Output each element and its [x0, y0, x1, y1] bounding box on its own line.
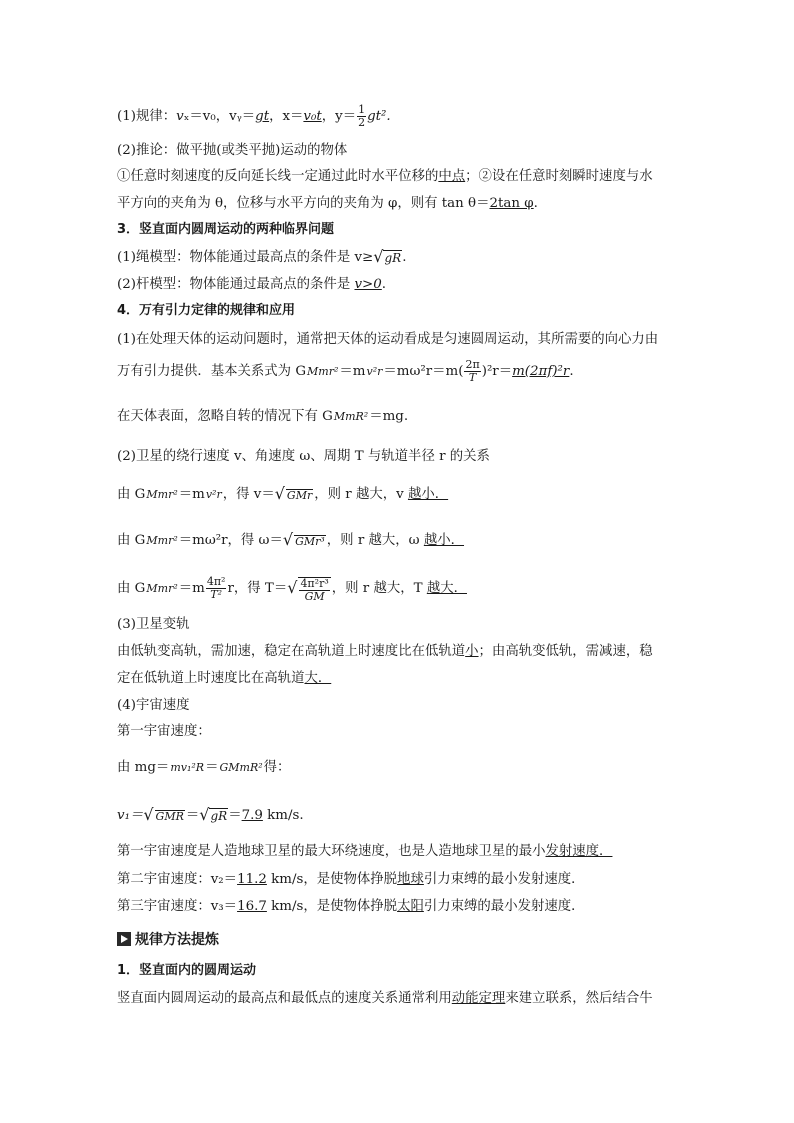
fraction — [334, 411, 368, 423]
text: gt². — [367, 109, 391, 124]
text: r — [377, 364, 383, 378]
text: v — [176, 109, 184, 124]
text: ，y＝ — [321, 109, 357, 124]
text: R — [175, 810, 184, 823]
fraction — [367, 366, 383, 378]
text: km/s，是使物体挣脱 — [266, 899, 398, 914]
text: GM — [295, 535, 316, 548]
text: 2 — [358, 116, 366, 129]
fraction — [219, 762, 262, 774]
text: Mm — [333, 409, 356, 423]
text: Mm — [146, 487, 169, 501]
text: 在天体表面，忽略自转的情况下有 G — [117, 409, 333, 424]
answer-blank: 地球 — [397, 872, 424, 887]
text: r — [306, 489, 313, 502]
answer-blank: v>0 — [354, 277, 382, 292]
fr — [286, 489, 313, 502]
text: 得： — [263, 760, 291, 775]
text: ，则 r 越大，T — [331, 581, 427, 596]
answer-blank: 发射速度． — [545, 844, 613, 859]
text: r² — [168, 487, 178, 501]
text: ₓ＝v₀，v — [183, 109, 237, 124]
fraction — [146, 583, 177, 595]
text: r² — [168, 533, 178, 547]
answer-blank: v₀t — [303, 109, 322, 124]
fraction — [146, 489, 177, 501]
heading-3: 3．竖直面内圆周运动的两种临界问题 — [117, 222, 335, 237]
text: ᵧ＝ — [236, 109, 256, 124]
formula-line-v — [117, 476, 448, 513]
text: 引力束缚的最小发射速度． — [423, 872, 585, 887]
paragraph-line — [117, 168, 653, 186]
text: GM — [304, 589, 325, 603]
text: 引力束缚的最小发射速度． — [423, 899, 585, 914]
sqrt: √ GMr — [274, 484, 313, 503]
formula-line-omega — [117, 522, 464, 559]
heading-4: 4．万有引力定律的规律和应用 — [117, 303, 296, 318]
fr — [298, 577, 330, 603]
text: 1 — [358, 103, 366, 116]
text: v² — [366, 364, 378, 378]
fraction — [464, 359, 480, 384]
paragraph-line — [117, 990, 653, 1008]
text: km/s. — [262, 808, 304, 823]
text: . — [569, 364, 574, 379]
answer-blank: gt — [255, 109, 270, 124]
text: R — [195, 760, 205, 774]
text: ①任意时刻速度的反向延长线一定通过此时水平位移的 — [117, 169, 439, 184]
answer-blank: 16.7 — [237, 899, 267, 914]
text: GM — [155, 810, 176, 823]
text: 由 G — [117, 581, 146, 596]
text: ；②设在任意时刻瞬时速度与水 — [465, 169, 653, 184]
text: gR — [210, 809, 228, 823]
text: ＝ — [228, 808, 242, 823]
text: R² — [249, 760, 263, 774]
text: T² — [210, 588, 223, 601]
text: km/s，是使物体挣脱 — [266, 872, 398, 887]
text: ，x＝ — [269, 109, 304, 124]
inference-line: (2)推论：做平抛(或类平抛)运动的物体 — [117, 143, 348, 158]
formula-line — [117, 753, 290, 783]
answer-blank: 2tan φ — [489, 196, 534, 211]
answer-blank: 越大． — [426, 581, 467, 596]
answer-blank: 11.2 — [237, 872, 267, 887]
formula-line — [117, 797, 304, 834]
sqrt-gR: √gR — [373, 247, 402, 266]
answer-blank: 小 — [465, 644, 479, 659]
text: (1)规律： — [117, 109, 177, 124]
paragraph-line: (3)卫星变轨 — [117, 617, 190, 632]
text: r³ — [315, 535, 325, 548]
paragraph-line: (1)在处理天体的运动问题时，通常把天体的运动看成是匀速圆周运动，其所需要的向心力由 — [117, 332, 659, 347]
text: 由 G — [117, 487, 146, 502]
text: )²r＝ — [481, 364, 513, 379]
text: ，得 v＝ — [222, 487, 275, 502]
section-title — [117, 931, 219, 949]
text: (2)杆模型：物体能通过最高点的条件是 — [117, 277, 355, 292]
fr — [155, 810, 185, 823]
text: v₁＝ — [117, 808, 144, 823]
text: 万有引力提供．基本关系式为 G — [117, 364, 307, 379]
fraction — [206, 489, 222, 501]
text: 第二宇宙速度：v₂＝ — [117, 872, 238, 887]
text: ＝mω²r＝m( — [383, 364, 464, 379]
text: Mm — [146, 581, 169, 595]
answer-blank: 大． — [304, 671, 332, 686]
text: ，则 r 越大，ω — [326, 533, 424, 548]
text: ＝mω²r，得 ω＝ — [178, 533, 283, 548]
text: 定在低轨道上时速度比在高轨道 — [117, 671, 305, 686]
text: . — [402, 250, 407, 265]
text: 4π² — [206, 575, 226, 588]
sqrt: √ GMr³ — [282, 530, 325, 549]
text: ＝ — [205, 760, 219, 775]
text: v² — [205, 487, 217, 501]
paragraph-line — [117, 871, 585, 889]
paragraph-line — [117, 643, 653, 661]
text: 由 G — [117, 533, 146, 548]
fraction — [170, 762, 204, 774]
text: gR — [384, 251, 402, 265]
text: ＝m — [178, 581, 205, 596]
text: . — [381, 277, 387, 292]
answer-blank: 动能定理 — [451, 991, 506, 1006]
paragraph-line: (2)卫星的绕行速度 v、角速度 ω、周期 T 与轨道半径 r 的关系 — [117, 449, 490, 464]
text: ＝mg. — [369, 409, 409, 424]
sqrt: √ $\frac{\text{4π²r³}}{GM}$ — [287, 576, 329, 603]
text: GM — [286, 489, 307, 502]
fraction-half — [357, 104, 366, 129]
fraction — [206, 576, 227, 601]
paragraph-line — [117, 195, 538, 213]
rule-line — [117, 104, 391, 129]
paragraph-line — [117, 670, 331, 688]
text: r² — [168, 581, 178, 595]
text: 规律方法提炼 — [135, 932, 219, 948]
text: 第一宇宙速度是人造地球卫星的最大环绕速度，也是人造地球卫星的最小 — [117, 844, 546, 859]
text: 第三宇宙速度：v₃＝ — [117, 899, 238, 914]
rod-model-line — [117, 276, 386, 294]
formula-line-T — [117, 570, 467, 607]
heading-5: 1．竖直面内的圆周运动 — [117, 963, 257, 978]
formula-line — [117, 403, 408, 431]
text: T — [468, 371, 477, 384]
text: 平方向的夹角为 θ，位移与水平方向的夹角为 φ，则有 tan θ＝ — [117, 196, 490, 211]
text: ＝m — [178, 487, 205, 502]
fraction — [307, 366, 338, 378]
text: r，得 T＝ — [227, 581, 288, 596]
text: 2π — [465, 358, 480, 371]
text: 由 mg＝ — [117, 760, 170, 775]
text: 竖直面内圆周运动的最高点和最低点的速度关系通常利用 — [117, 991, 452, 1006]
text: ，则 r 越大，v — [314, 487, 408, 502]
paragraph-line — [117, 843, 612, 861]
fr — [294, 535, 326, 548]
text: 4π²r³ — [300, 576, 329, 590]
text: 来建立联系，然后结合牛 — [505, 991, 653, 1006]
answer-blank: 太阳 — [397, 899, 424, 914]
text: Mm — [307, 364, 329, 378]
answer-blank: 中点 — [438, 169, 466, 184]
answer-blank: 越小． — [423, 533, 465, 548]
play-icon — [117, 932, 131, 946]
sqrt: √ GMR — [143, 805, 184, 824]
text: r — [216, 487, 222, 501]
text: ＝ — [185, 808, 200, 823]
text: ；由高轨变低轨，需减速，稳 — [478, 644, 653, 659]
paragraph-line — [117, 898, 585, 916]
text: mv₁² — [170, 760, 196, 774]
paragraph-line: (4)宇宙速度 — [117, 698, 190, 713]
rope-model-line — [117, 248, 406, 267]
answer-blank: 7.9 — [241, 808, 263, 823]
answer-blank: m(2πf)²r — [512, 364, 570, 379]
text: . — [533, 196, 538, 211]
text: ＝m — [339, 364, 366, 379]
text: (1)绳模型：物体能通过最高点的条件是 v≥ — [117, 250, 374, 265]
text: 由低轨变高轨，需加速，稳定在高轨道上时速度比在低轨道 — [117, 644, 466, 659]
text: Mm — [146, 533, 169, 547]
sqrt-gR: √gR — [199, 805, 228, 824]
paragraph-line: 第一宇宙速度： — [117, 724, 211, 739]
fraction — [146, 535, 177, 547]
text: R² — [355, 409, 369, 423]
text: r² — [328, 364, 339, 378]
formula-line — [117, 358, 574, 386]
text: GMm — [219, 760, 250, 774]
answer-blank: 越小． — [407, 487, 449, 502]
